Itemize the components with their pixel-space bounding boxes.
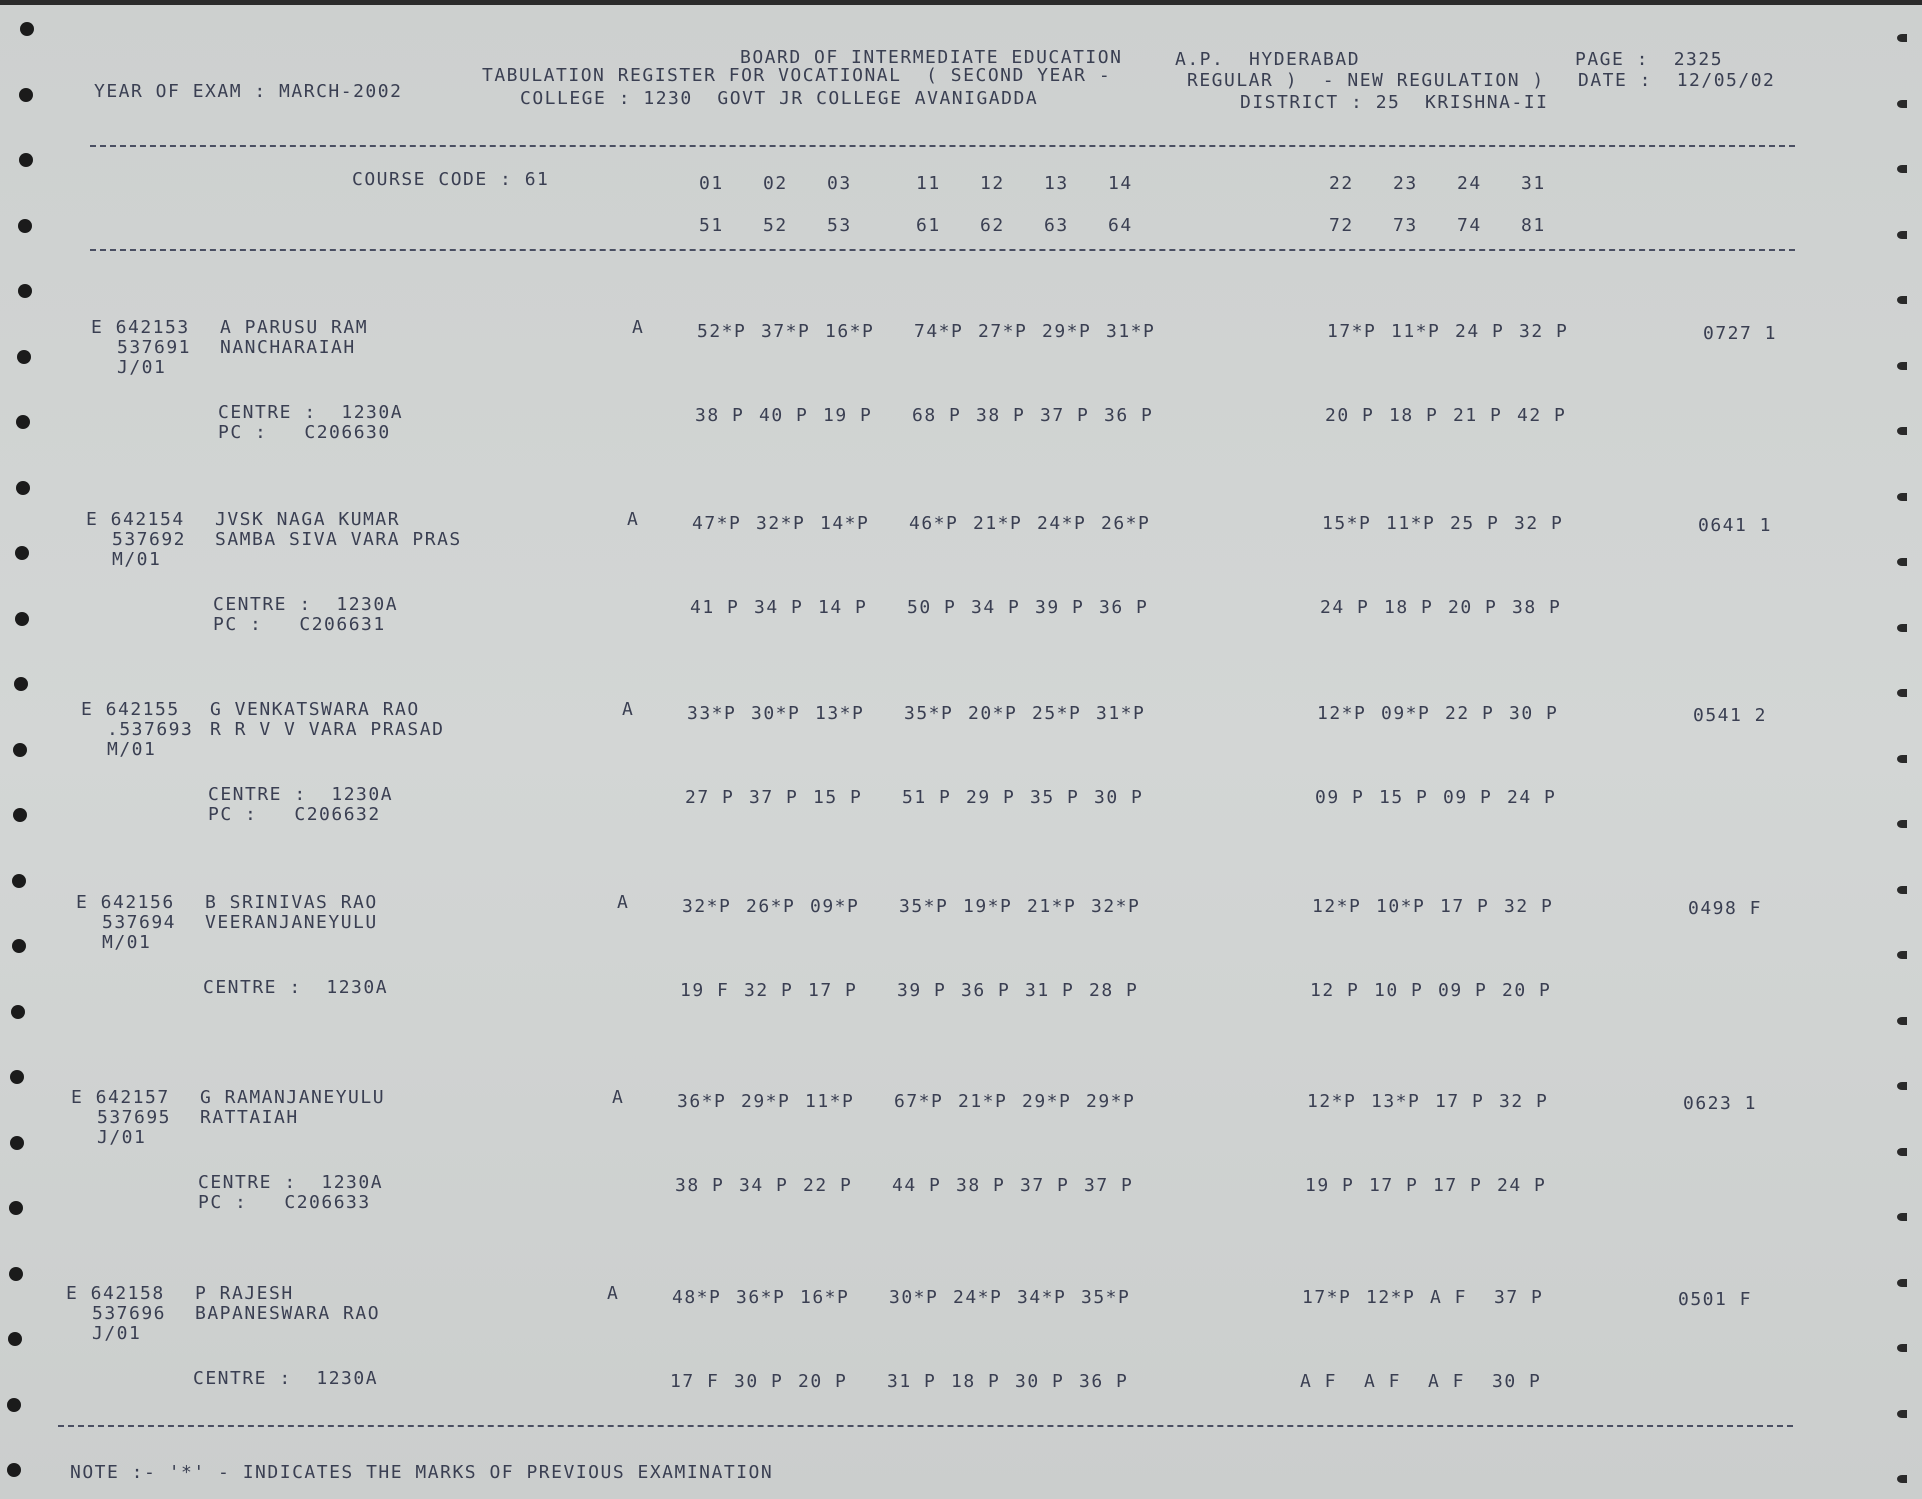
mark-second: 18 P	[1384, 597, 1434, 618]
mark-second: 38 P	[1512, 597, 1562, 618]
mark-first: 36*P	[736, 1287, 786, 1308]
feed-hole	[13, 808, 27, 822]
feed-hole	[1897, 1082, 1907, 1090]
feed-hole	[11, 1005, 25, 1019]
subject-code: 62	[980, 215, 1005, 236]
mark-second: A F	[1300, 1371, 1338, 1392]
college: COLLEGE : 1230 GOVT JR COLLEGE AVANIGADDA	[520, 88, 1039, 109]
student-name: P RAJESH	[195, 1283, 294, 1304]
mark-first: 10*P	[1376, 896, 1426, 917]
year-of-exam: YEAR OF EXAM : MARCH-2002	[94, 81, 403, 102]
mark-first: 24*P	[1037, 513, 1087, 534]
subject-code: 13	[1044, 173, 1069, 194]
mark-first: 30*P	[751, 703, 801, 724]
father-name: R R V V VARA PRASAD	[210, 719, 445, 740]
feed-hole	[1897, 427, 1907, 435]
feed-hole	[1897, 689, 1907, 697]
medium: A	[612, 1087, 625, 1108]
mark-second: 44 P	[892, 1175, 942, 1196]
mark-second: 34 P	[971, 597, 1021, 618]
subject-code: 03	[827, 173, 852, 194]
mark-first: 21*P	[973, 513, 1023, 534]
mark-second: 39 P	[897, 980, 947, 1001]
feed-hole	[20, 22, 34, 36]
subject-code: 24	[1457, 173, 1482, 194]
mark-first: 17 P	[1440, 896, 1490, 917]
mark-first: 34*P	[1017, 1287, 1067, 1308]
mark-first: 20*P	[968, 703, 1018, 724]
mark-second: 30 P	[1492, 1371, 1542, 1392]
mark-second: 50 P	[907, 597, 957, 618]
subject-code: 11	[916, 173, 941, 194]
mark-second: 38 P	[695, 405, 745, 426]
pc-number: PC : C206633	[198, 1192, 371, 1213]
feed-hole	[1897, 493, 1907, 501]
medium: A	[627, 509, 640, 530]
pc-number: PC : C206632	[208, 804, 381, 825]
feed-hole	[15, 612, 29, 626]
mark-second: 31 P	[887, 1371, 937, 1392]
divider	[90, 145, 1795, 147]
mark-first: 11*P	[805, 1091, 855, 1112]
mark-second: 15 P	[813, 787, 863, 808]
feed-hole	[19, 88, 33, 102]
feed-hole	[1897, 296, 1907, 304]
feed-hole	[1897, 362, 1907, 370]
mark-first: 30 P	[1509, 703, 1559, 724]
subject-code: 01	[699, 173, 724, 194]
total-result: 0727 1	[1703, 323, 1778, 344]
mark-first: 09*P	[810, 896, 860, 917]
feed-hole	[19, 153, 33, 167]
medium: A	[632, 317, 645, 338]
mark-second: 30 P	[1015, 1371, 1065, 1392]
exam-centre: CENTRE : 1230A	[198, 1172, 384, 1193]
total-result: 0498 F	[1688, 898, 1763, 919]
mark-first: 13*P	[815, 703, 865, 724]
subject-code: 02	[763, 173, 788, 194]
student-name: G RAMANJANEYULU	[200, 1087, 386, 1108]
pc-number: PC : C206630	[218, 422, 391, 443]
feed-hole	[1897, 1213, 1907, 1221]
mark-first: 33*P	[687, 703, 737, 724]
total-result: 0541 2	[1693, 705, 1768, 726]
mark-second: 32 P	[744, 980, 794, 1001]
divider	[90, 249, 1795, 251]
father-name: SAMBA SIVA VARA PRAS	[215, 529, 462, 550]
student-hall-ticket: 537696	[92, 1303, 167, 1324]
mark-second: A F	[1364, 1371, 1402, 1392]
pc-number: PC : C206631	[213, 614, 386, 635]
subject-code: 52	[763, 215, 788, 236]
feed-hole	[17, 350, 31, 364]
mark-second: 37 P	[1020, 1175, 1070, 1196]
student-name: B SRINIVAS RAO	[205, 892, 378, 913]
student-hall-ticket: 537692	[112, 529, 187, 550]
mark-first: 11*P	[1386, 513, 1436, 534]
page-number: PAGE : 2325	[1575, 49, 1724, 70]
feed-hole	[1897, 1410, 1907, 1418]
father-name: NANCHARAIAH	[220, 337, 356, 358]
mark-second: 29 P	[966, 787, 1016, 808]
student-code: M/01	[112, 549, 162, 570]
mark-second: 34 P	[739, 1175, 789, 1196]
medium: A	[622, 699, 635, 720]
mark-first: 25*P	[1032, 703, 1082, 724]
regulation: REGULAR ) - NEW REGULATION )	[1187, 70, 1545, 91]
mark-first: 32 P	[1519, 321, 1569, 342]
mark-first: 37 P	[1494, 1287, 1544, 1308]
course-code: COURSE CODE : 61	[352, 169, 550, 190]
mark-first: 15*P	[1322, 513, 1372, 534]
mark-second: 14 P	[818, 597, 868, 618]
mark-first: 48*P	[672, 1287, 722, 1308]
feed-hole	[7, 1398, 21, 1412]
mark-second: 36 P	[1079, 1371, 1129, 1392]
feed-hole	[1897, 1344, 1907, 1352]
mark-second: 68 P	[912, 405, 962, 426]
mark-second: 38 P	[976, 405, 1026, 426]
mark-second: 17 F	[670, 1371, 720, 1392]
mark-second: 20 P	[1502, 980, 1552, 1001]
mark-second: 38 P	[675, 1175, 725, 1196]
mark-second: 24 P	[1497, 1175, 1547, 1196]
student-reg-number: E 642156	[76, 892, 175, 913]
mark-second: 22 P	[803, 1175, 853, 1196]
father-name: RATTAIAH	[200, 1107, 299, 1128]
subject-code: 12	[980, 173, 1005, 194]
student-hall-ticket: 537694	[102, 912, 177, 933]
mark-first: 17 P	[1435, 1091, 1485, 1112]
mark-first: 29*P	[1086, 1091, 1136, 1112]
sheet-top-edge	[0, 0, 1922, 5]
mark-second: 51 P	[902, 787, 952, 808]
mark-second: 20 P	[1448, 597, 1498, 618]
subject-code: 73	[1393, 215, 1418, 236]
student-reg-number: E 642153	[91, 317, 190, 338]
mark-second: 09 P	[1315, 787, 1365, 808]
mark-second: 37 P	[1040, 405, 1090, 426]
mark-first: 22 P	[1445, 703, 1495, 724]
mark-second: 10 P	[1374, 980, 1424, 1001]
mark-first: 36*P	[677, 1091, 727, 1112]
feed-hole	[1897, 755, 1907, 763]
mark-first: 24 P	[1455, 321, 1505, 342]
mark-first: 19*P	[963, 896, 1013, 917]
mark-first: 29*P	[1042, 321, 1092, 342]
mark-second: 18 P	[1389, 405, 1439, 426]
mark-second: A F	[1428, 1371, 1466, 1392]
mark-second: 36 P	[1099, 597, 1149, 618]
mark-second: 42 P	[1517, 405, 1567, 426]
mark-second: 19 F	[680, 980, 730, 1001]
feed-hole	[1897, 624, 1907, 632]
feed-hole	[1897, 100, 1907, 108]
mark-second: 20 P	[1325, 405, 1375, 426]
student-name: G VENKATSWARA RAO	[210, 699, 420, 720]
feed-hole	[1897, 886, 1907, 894]
student-reg-number: E 642157	[71, 1087, 170, 1108]
feed-hole	[1897, 1279, 1907, 1287]
mark-second: 17 P	[1433, 1175, 1483, 1196]
father-name: VEERANJANEYULU	[205, 912, 378, 933]
mark-second: 21 P	[1453, 405, 1503, 426]
feed-hole	[9, 1267, 23, 1281]
mark-second: 20 P	[798, 1371, 848, 1392]
footnote: NOTE :- '*' - INDICATES THE MARKS OF PREVIOUS EXAMINATION	[70, 1462, 774, 1483]
feed-hole	[1897, 34, 1907, 42]
mark-first: 24*P	[953, 1287, 1003, 1308]
feed-hole	[1897, 558, 1907, 566]
mark-first: 26*P	[1101, 513, 1151, 534]
mark-first: 12*P	[1312, 896, 1362, 917]
district: DISTRICT : 25 KRISHNA-II	[1240, 92, 1549, 113]
board-title: BOARD OF INTERMEDIATE EDUCATION	[740, 47, 1123, 68]
total-result: 0623 1	[1683, 1093, 1758, 1114]
mark-first: 26*P	[746, 896, 796, 917]
mark-second: 30 P	[1094, 787, 1144, 808]
student-code: J/01	[117, 357, 167, 378]
student-name: JVSK NAGA KUMAR	[215, 509, 401, 530]
exam-centre: CENTRE : 1230A	[193, 1368, 379, 1389]
mark-first: 67*P	[894, 1091, 944, 1112]
feed-hole	[1897, 951, 1907, 959]
student-hall-ticket: .537693	[107, 719, 194, 740]
mark-first: 12*P	[1307, 1091, 1357, 1112]
mark-second: 40 P	[759, 405, 809, 426]
register-title: TABULATION REGISTER FOR VOCATIONAL ( SECOND YEAR -	[482, 65, 1112, 86]
subject-code: 61	[916, 215, 941, 236]
feed-hole	[1897, 165, 1907, 173]
mark-first: 09*P	[1381, 703, 1431, 724]
feed-hole	[12, 874, 26, 888]
mark-second: 12 P	[1310, 980, 1360, 1001]
feed-hole	[9, 1201, 23, 1215]
feed-hole	[7, 1463, 21, 1477]
mark-first: 32*P	[1091, 896, 1141, 917]
mark-first: 32*P	[756, 513, 806, 534]
mark-first: 32*P	[682, 896, 732, 917]
feed-hole	[16, 415, 30, 429]
mark-second: 09 P	[1438, 980, 1488, 1001]
mark-first: 32 P	[1514, 513, 1564, 534]
mark-first: 12*P	[1366, 1287, 1416, 1308]
mark-second: 17 P	[808, 980, 858, 1001]
mark-first: 35*P	[899, 896, 949, 917]
mark-first: 12*P	[1317, 703, 1367, 724]
feed-hole	[1897, 1148, 1907, 1156]
mark-first: 47*P	[692, 513, 742, 534]
subject-code: 22	[1329, 173, 1354, 194]
mark-first: 11*P	[1391, 321, 1441, 342]
mark-second: 15 P	[1379, 787, 1429, 808]
student-code: J/01	[97, 1127, 147, 1148]
father-name: BAPANESWARA RAO	[195, 1303, 381, 1324]
mark-second: 38 P	[956, 1175, 1006, 1196]
subject-code: 64	[1108, 215, 1133, 236]
feed-hole	[15, 546, 29, 560]
mark-first: 16*P	[800, 1287, 850, 1308]
student-name: A PARUSU RAM	[220, 317, 369, 338]
mark-second: 37 P	[1084, 1175, 1134, 1196]
student-hall-ticket: 537691	[117, 337, 192, 358]
mark-second: 19 P	[1305, 1175, 1355, 1196]
mark-second: 35 P	[1030, 787, 1080, 808]
mark-first: 52*P	[697, 321, 747, 342]
feed-hole	[14, 677, 28, 691]
mark-first: 32 P	[1499, 1091, 1549, 1112]
total-result: 0641 1	[1698, 515, 1773, 536]
exam-centre: CENTRE : 1230A	[208, 784, 394, 805]
feed-hole	[18, 284, 32, 298]
mark-first: 35*P	[1081, 1287, 1131, 1308]
mark-first: 17*P	[1327, 321, 1377, 342]
subject-code: 74	[1457, 215, 1482, 236]
mark-first: A F	[1430, 1287, 1468, 1308]
subject-code: 23	[1393, 173, 1418, 194]
mark-second: 39 P	[1035, 597, 1085, 618]
mark-second: 41 P	[690, 597, 740, 618]
mark-first: 16*P	[825, 321, 875, 342]
mark-first: 31*P	[1096, 703, 1146, 724]
mark-second: 36 P	[1104, 405, 1154, 426]
print-date: DATE : 12/05/02	[1578, 70, 1776, 91]
subject-code: 63	[1044, 215, 1069, 236]
subject-code: 31	[1521, 173, 1546, 194]
mark-first: 13*P	[1371, 1091, 1421, 1112]
exam-centre: CENTRE : 1230A	[203, 977, 389, 998]
subject-code: 51	[699, 215, 724, 236]
exam-centre: CENTRE : 1230A	[218, 402, 404, 423]
student-reg-number: E 642154	[86, 509, 185, 530]
medium: A	[607, 1283, 620, 1304]
feed-hole	[1897, 1017, 1907, 1025]
divider	[58, 1425, 1793, 1427]
mark-second: 36 P	[961, 980, 1011, 1001]
subject-code: 14	[1108, 173, 1133, 194]
mark-first: 25 P	[1450, 513, 1500, 534]
feed-hole	[1897, 231, 1907, 239]
student-hall-ticket: 537695	[97, 1107, 172, 1128]
mark-first: 29*P	[741, 1091, 791, 1112]
feed-hole	[10, 1070, 24, 1084]
subject-code: 81	[1521, 215, 1546, 236]
state-city: A.P. HYDERABAD	[1175, 49, 1361, 70]
mark-first: 30*P	[889, 1287, 939, 1308]
feed-hole	[18, 219, 32, 233]
mark-first: 17*P	[1302, 1287, 1352, 1308]
exam-centre: CENTRE : 1230A	[213, 594, 399, 615]
feed-hole	[16, 481, 30, 495]
student-reg-number: E 642155	[81, 699, 180, 720]
mark-first: 21*P	[958, 1091, 1008, 1112]
mark-second: 34 P	[754, 597, 804, 618]
mark-second: 30 P	[734, 1371, 784, 1392]
feed-hole	[8, 1332, 22, 1346]
subject-code: 72	[1329, 215, 1354, 236]
feed-hole	[10, 1136, 24, 1150]
mark-first: 74*P	[914, 321, 964, 342]
mark-first: 31*P	[1106, 321, 1156, 342]
mark-second: 24 P	[1507, 787, 1557, 808]
feed-hole	[13, 743, 27, 757]
feed-hole	[12, 939, 26, 953]
mark-first: 29*P	[1022, 1091, 1072, 1112]
feed-hole	[1897, 820, 1907, 828]
mark-second: 24 P	[1320, 597, 1370, 618]
mark-first: 21*P	[1027, 896, 1077, 917]
mark-second: 28 P	[1089, 980, 1139, 1001]
student-code: J/01	[92, 1323, 142, 1344]
student-reg-number: E 642158	[66, 1283, 165, 1304]
total-result: 0501 F	[1678, 1289, 1753, 1310]
mark-second: 18 P	[951, 1371, 1001, 1392]
mark-second: 19 P	[823, 405, 873, 426]
medium: A	[617, 892, 630, 913]
mark-second: 31 P	[1025, 980, 1075, 1001]
subject-code: 53	[827, 215, 852, 236]
mark-second: 27 P	[685, 787, 735, 808]
student-code: M/01	[107, 739, 157, 760]
mark-first: 37*P	[761, 321, 811, 342]
mark-first: 27*P	[978, 321, 1028, 342]
mark-first: 35*P	[904, 703, 954, 724]
student-code: M/01	[102, 932, 152, 953]
mark-second: 37 P	[749, 787, 799, 808]
mark-second: 09 P	[1443, 787, 1493, 808]
feed-hole	[1897, 1475, 1907, 1483]
mark-second: 17 P	[1369, 1175, 1419, 1196]
mark-first: 14*P	[820, 513, 870, 534]
mark-first: 32 P	[1504, 896, 1554, 917]
mark-first: 46*P	[909, 513, 959, 534]
